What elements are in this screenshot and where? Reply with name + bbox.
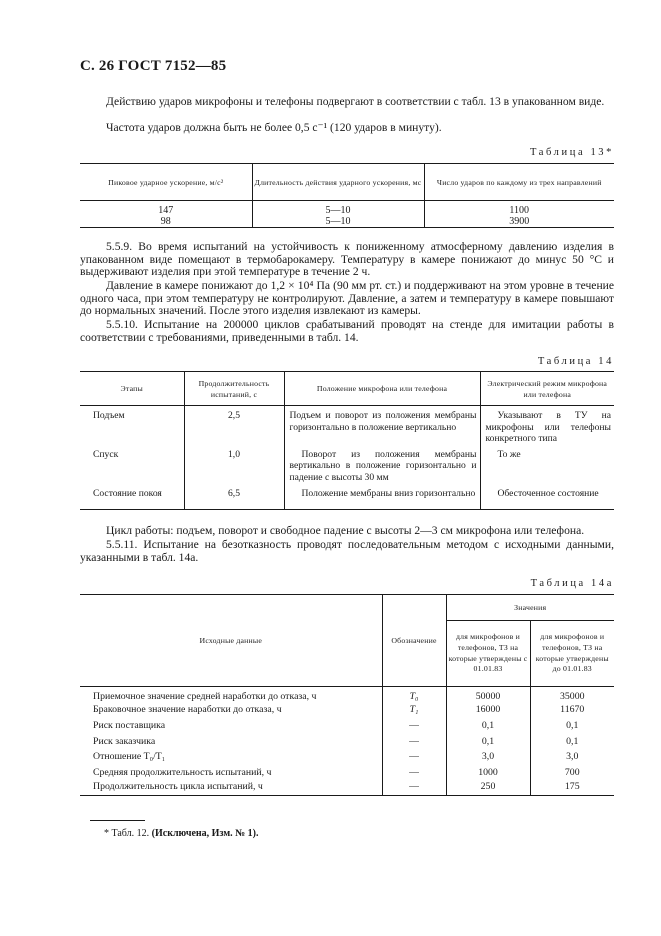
table14a-cell: 11670 (530, 702, 614, 718)
table14a-cell: Отношение T₀/T₁ (93, 751, 166, 763)
section-5-5-10-paragraph: 5.5.10. Испытание на 200000 циклов срабатываний проводят на стенде для имитации работы в соответствии с требованиями, приведенными в табл. 14. (80, 318, 614, 344)
table14a-cell: 3,0 (530, 749, 614, 765)
section-5-5-11-paragraph: 5.5.11. Испытание на безотказность проводят последовательным методом с исходными данными, указанными в табл. 14а. (80, 538, 614, 564)
table14a-cell: 1000 (446, 764, 530, 780)
table14-cell: Подъем (93, 410, 125, 421)
table14-cell: 2,5 (184, 406, 284, 445)
intro-paragraph-1: Действию ударов микрофоны и телефоны подвергают в соответствии с табл. 13 в упакованном виде. (106, 95, 605, 108)
table14a-cell: Риск поставщика (93, 719, 166, 731)
table14-cell: 1,0 (184, 445, 284, 484)
footnote-divider (90, 820, 145, 821)
table13-cell: 98 (160, 216, 171, 227)
table13-cell: 5—10 (252, 201, 424, 217)
table-13 (80, 163, 614, 228)
table14a-header-source: Исходные данные (80, 595, 382, 687)
table14-cell: 6,5 (184, 484, 284, 510)
table14a-cell: 250 (446, 780, 530, 796)
table14-caption: Таблица 14 (537, 356, 614, 367)
table14-cell: Положение мембраны вниз горизонтально (284, 484, 480, 510)
table14a-cell: 175 (530, 780, 614, 796)
table14a-cell: Риск заказчика (93, 735, 156, 747)
table13-cell: 3900 (424, 216, 614, 228)
table14a-cell: 50000 (446, 687, 530, 703)
table14a-cell: — (382, 718, 446, 734)
page-header: С. 26 ГОСТ 7152—85 (80, 58, 227, 74)
table14a-cell: Приемочное значение средней наработки до отказа, ч (93, 690, 317, 702)
table14a-cell: T₀ (382, 687, 446, 703)
table14a-caption: Таблица 14а (530, 578, 614, 589)
table14-header: Продолжительность испытаний, с (184, 372, 284, 406)
table14a-cell: 0,1 (530, 733, 614, 749)
section-5-5-9-paragraph-1: 5.5.9. Во время испытаний на устойчивость к пониженному атмосферному давлению изделия в упакованном виде помещают в термобарокамеру. Температуру в камере понижают до минус 50 °С и выдерживают изделия при этой температуре в течение 2 ч. (80, 240, 614, 279)
table13-header: Длительность действия ударного ускорения, мс (252, 164, 424, 201)
table14a-header-values: Значения (446, 595, 614, 621)
table14a-cell: — (382, 749, 446, 765)
table14a-cell: — (382, 733, 446, 749)
table14a-cell: 0,1 (446, 733, 530, 749)
table13-caption: Таблица 13* (529, 147, 614, 158)
table14-cell: Поворот из положения мембраны вертикально в положение горизонтально и падение с высоты 30 мм (284, 445, 480, 484)
table13-header: Пиковое ударное ускорение, м/с² (80, 164, 252, 201)
section-5-5-9-paragraph-2: Давление в камере понижают до 1,2 × 10⁴ Па (90 мм рт. ст.) и поддерживают на этом уровне в течение одного часа, при этом температуру не контролируют. Давление, а затем и температуру в камере повышают до нормальных значений. После этого изделия извлекают из камеры. (80, 279, 614, 318)
table14-cell: Указывают в ТУ на микрофоны или телефоны конкретного типа (480, 406, 614, 445)
table13-cell: 147 (158, 205, 174, 216)
table14a-header-col-a: для микрофонов и телефонов, ТЗ на которые утверждены с 01.01.83 (446, 621, 530, 687)
table14-cell: То же (480, 445, 614, 484)
table14a-cell: T₁ (382, 702, 446, 718)
table13-cell: 1100 (424, 201, 614, 217)
table14a-cell: 0,1 (446, 718, 530, 734)
table13-cell: 5—10 (252, 216, 424, 228)
table14-cell: Обесточенное состояние (480, 484, 614, 510)
table14a-cell: — (382, 780, 446, 796)
table14-cell: Спуск (93, 448, 119, 460)
table14a-cell: 0,1 (530, 718, 614, 734)
table14a-cell: Браковочное значение наработки до отказа, ч (93, 704, 282, 716)
table14-header: Положение микрофона или телефона (284, 372, 480, 406)
footnote-prefix: * Табл. 12. (104, 828, 150, 839)
table14a-cell: Средняя продолжительность испытаний, ч (93, 766, 272, 778)
table14a-header-col-b: для микрофонов и телефонов, ТЗ на которые утверждены до 01.01.83 (530, 621, 614, 687)
table14a-cell: 16000 (446, 702, 530, 718)
table14a-cell: 3,0 (446, 749, 530, 765)
table14-cell: Состояние покоя (93, 487, 162, 499)
table14-header: Этапы (80, 372, 184, 406)
table14a-cell: — (382, 764, 446, 780)
table14a-cell: 700 (530, 764, 614, 780)
table14-header: Электрический режим микрофона или телефона (480, 372, 614, 406)
table14a-cell: Продолжительность цикла испытаний, ч (93, 780, 263, 792)
intro-paragraph-2: Частота ударов должна быть не более 0,5 с⁻¹ (120 ударов в минуту). (106, 121, 442, 134)
cycle-paragraph: Цикл работы: подъем, поворот и свободное падение с высоты 2—3 см микрофона или телефона. (106, 524, 585, 537)
table13-header: Число ударов по каждому из трех направлений (424, 164, 614, 201)
table-14a (80, 594, 614, 796)
footnote (104, 828, 259, 839)
table14-cell: Подъем и поворот из положения мембраны горизонтально в положение вертикально (284, 406, 480, 445)
table14a-cell: 35000 (530, 687, 614, 703)
table-14 (80, 371, 614, 510)
table14a-header-designation: Обозначение (382, 595, 446, 687)
footnote-bold: (Исключена, Изм. № 1). (151, 828, 259, 839)
